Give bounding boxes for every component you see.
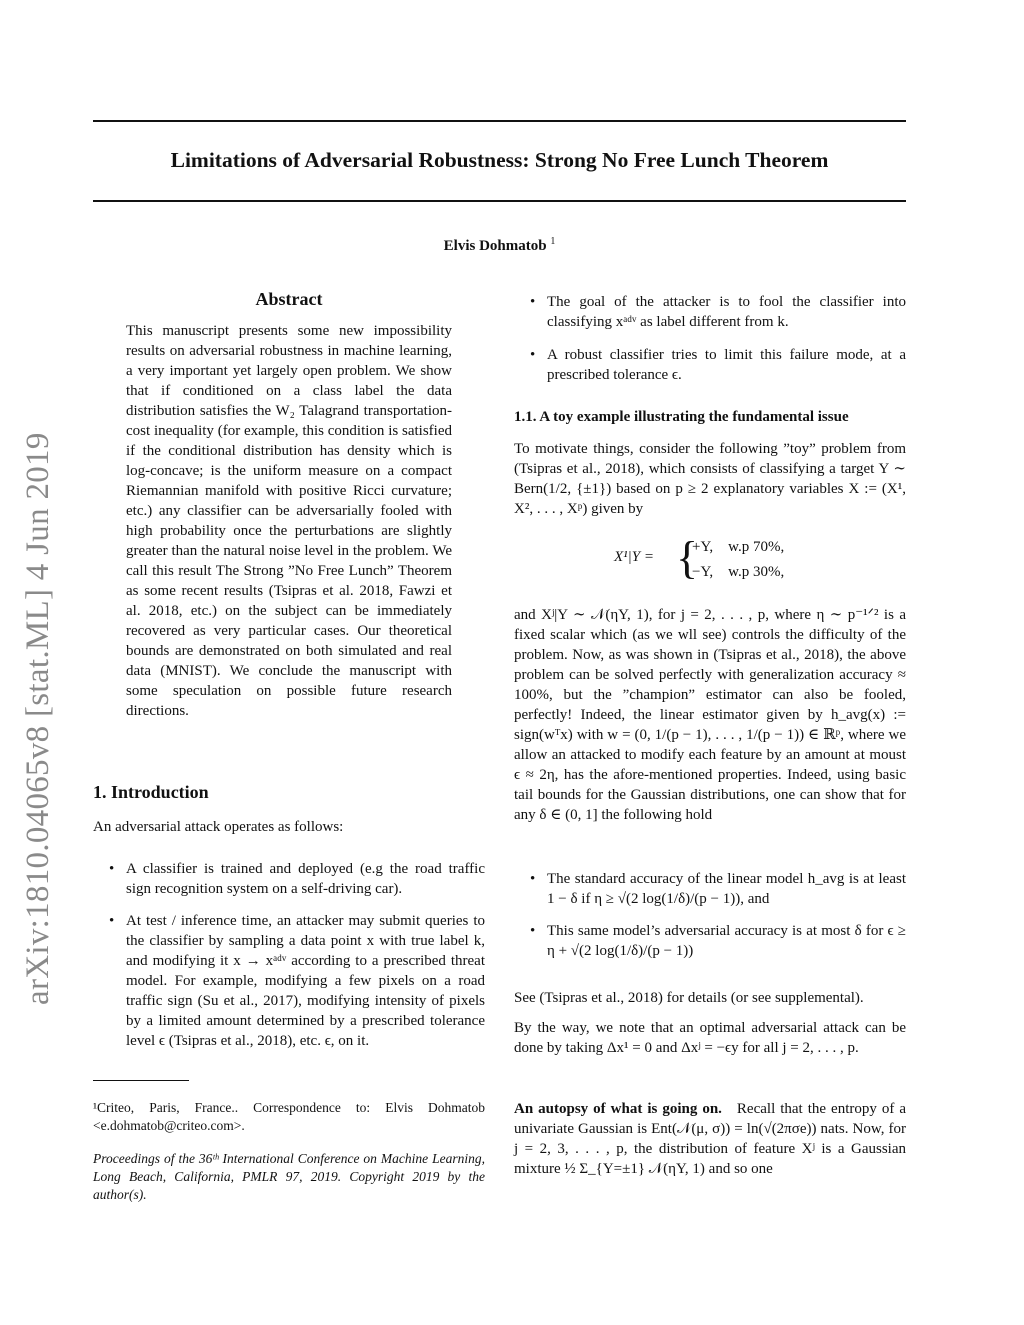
title-bottom-rule — [93, 200, 906, 202]
author-name: Elvis Dohmatob — [443, 238, 547, 254]
arxiv-identifier: arXiv:1810.04065v8 [stat.ML] 4 Jun 2019 — [20, 432, 56, 1005]
paragraph-linear-estimator: and Xʲ|Y ∼ 𝒩(ηY, 1), for j = 2, . . . , p, where η ∼ p⁻¹ᐟ² is a fixed scalar which (as we wll see) controls the difficulty of the problem. Now, as was shown in (Tsipras et al., 2018), the above problem can be solved perfectly with generalization accuracy ≈ 100%, but the ”champion” estimator can also be fooled, perfectly! Indeed, the linear estimator given by h_avg(x) := sign(wᵀx) with w = (0, 1/(p − 1), . . . , 1/(p − 1)) ∈ ℝᵖ, where we allow an attacked to modify each feature by an amount at moust ϵ ≈ 2η, has the afore-mentioned properties. Indeed, using basic tail bounds for the Gaussian distributions, one can show that for any δ ∈ (0, 1] the following hold — [514, 607, 906, 823]
subsection-heading: 1.1. A toy example illustrating the fundamental issue — [514, 409, 849, 425]
proceedings-text: Proceedings of the 36ᵗʰ International Conference on Machine Learning, Long Beach, California, PMLR 97, 2019. Copyright 2019 by the author(s). — [93, 1151, 485, 1202]
list-item: • The standard accuracy of the linear model h_avg is at least 1 − δ if η ≥ √(2 log(1/δ)/(p − 1)), and — [514, 869, 906, 909]
list-item: • At test / inference time, an attacker may submit queries to the classifier by sampling a data point x with true label k, and modifying it x → xᵃᵈᵛ according to a prescribed threat model. For example, modifying a few pixels on a road traffic sign (Su et al., 2017), modifying intensity of pixels by a limited amount determined by a prescribed tolerance level ϵ (Tsipras et al., 2018), etc. ϵ, on it. — [93, 911, 485, 1051]
equation-lhs: X¹|Y = — [614, 549, 654, 565]
author — [93, 236, 906, 255]
list-item: • A robust classifier tries to limit this failure mode, at a prescribed tolerance ϵ. — [514, 345, 906, 385]
paragraph-toy-problem: To motivate things, consider the following ”toy” problem from (Tsipras et al., 2018), which consists of classifying a target Y ∼ Bern(1/2, {±1}) based on p ≥ 2 explanatory variables X := (X¹, X², . . . , Xᵖ) given by — [514, 441, 906, 517]
paper-title: Limitations of Adversarial Robustness: Strong No Free Lunch Theorem — [170, 148, 829, 172]
paragraph-optimal-attack: By the way, we note that an optimal adversarial attack can be done by taking Δx¹ = 0 and Δxʲ = −ϵy for all j = 2, . . . , p. — [514, 1020, 906, 1056]
list-item: • A classifier is trained and deployed (e.g the road traffic sign recognition system on a self-driving car). — [93, 859, 485, 899]
autopsy-text: Recall that the entropy of a univariate Gaussian is Ent(𝒩(μ, σ)) = ln(√(2πσe)) nats. Now, for j = 2, 3, . . . , p, the distribution of feature Xʲ is a Gaussian mixture ½ Σ_{Y=±1} 𝒩(ηY, 1) and so one — [514, 1101, 906, 1177]
footnote-rule — [93, 1080, 189, 1081]
footnote: ¹Criteo, Paris, France.. Correspondence to: Elvis Dohmatob <e.dohmatob@criteo.com>. — [93, 1100, 485, 1133]
intro-lead: An adversarial attack operates as follows: — [93, 819, 344, 835]
abstract-heading: Abstract — [255, 289, 323, 309]
autopsy-run-in-heading: An autopsy of what is going on. — [514, 1101, 722, 1117]
author-affiliation-mark: 1 — [550, 236, 556, 247]
attack-bullet-list — [514, 292, 906, 398]
equation-case-2: −Y, w.p 30%, — [692, 564, 785, 580]
paragraph-autopsy — [514, 1099, 906, 1179]
brace-icon: { — [676, 532, 699, 583]
title-top-rule — [93, 120, 906, 122]
accuracy-bullet-list — [514, 869, 906, 973]
list-item: • The goal of the attacker is to fool the classifier into classifying xᵃᵈᵛ as label different from k. — [514, 292, 906, 332]
abstract-text: This manuscript presents some new impossibility results on adversarial robustness in machine learning, a very important yet largely open problem. We show that if conditioned on a class label the data distribution satisfies the W₂ Talagrand transportation-cost inequality (for example, this condition is satisfied if the conditional distribution has density which is log-concave; is the uniform measure on a compact Riemannian manifold with positive Ricci curvature; etc.) any classifier can be adversarially fooled with high probability once the perturbations are slightly greater than the natural noise level in the problem. We call this result The Strong ”No Free Lunch” Theorem as some recent results (Tsipras et al. 2018, Fawzi et al. 2018, etc.) on the subject can be immediately recovered as very particular cases. Our theoretical bounds are demonstrated on both simulated and real data (MNIST). We conclude the manuscript with some speculation on possible future research directions. — [126, 323, 452, 719]
list-item: • This same model’s adversarial accuracy is at most δ for ϵ ≥ η + √(2 log(1/δ)/(p − 1)) — [514, 921, 906, 961]
proceedings-note — [93, 1150, 485, 1204]
section-heading-introduction: 1. Introduction — [93, 782, 209, 802]
paragraph-see-reference: See (Tsipras et al., 2018) for details (or see supplemental). — [514, 990, 864, 1006]
equation-case-1: +Y, w.p 70%, — [692, 539, 785, 555]
intro-bullet-list — [93, 859, 485, 1063]
